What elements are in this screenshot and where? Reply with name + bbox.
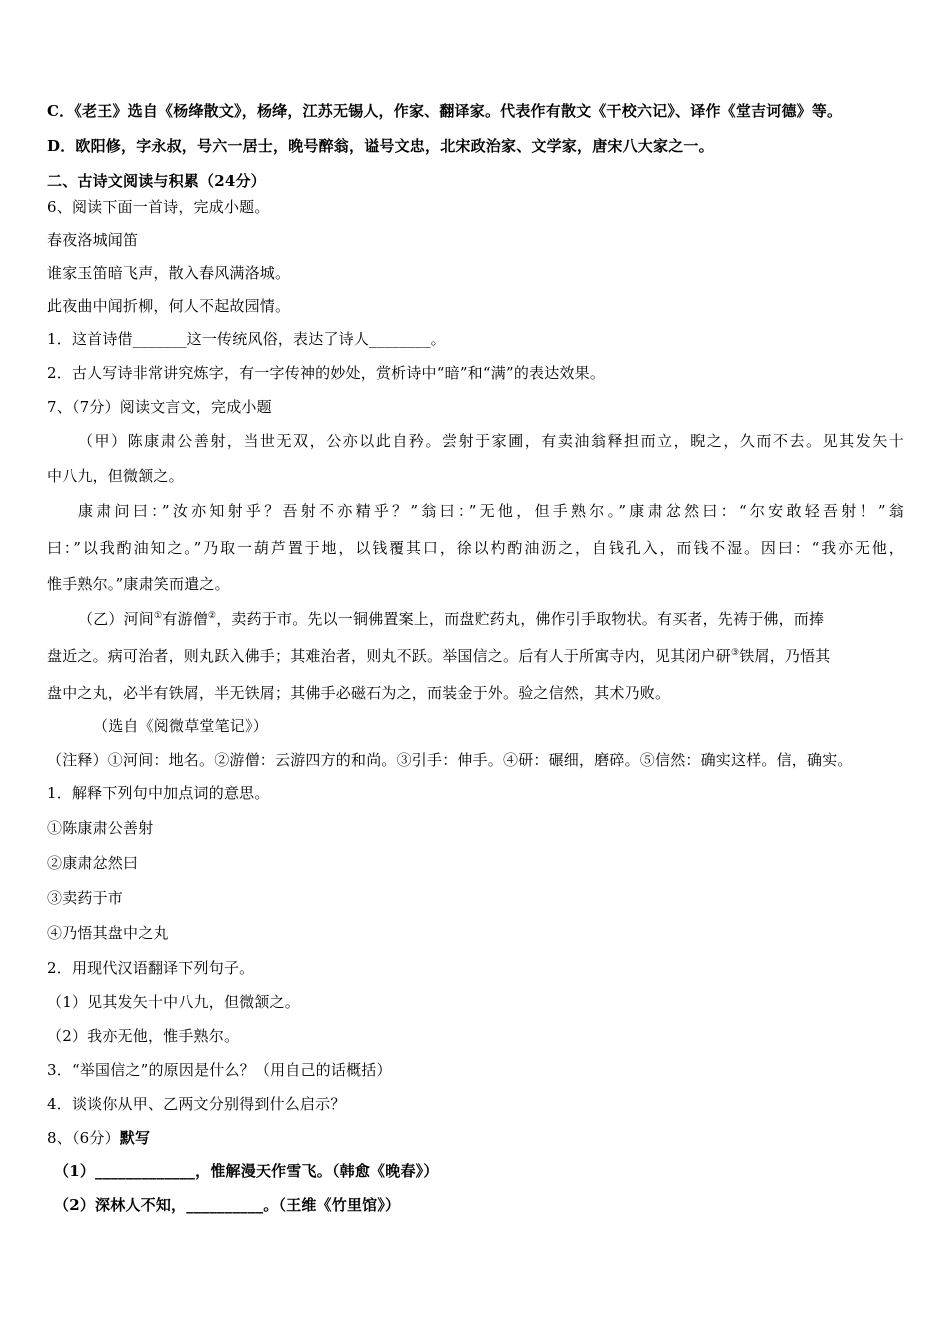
question-6-1: 1．这首诗借_______这一传统风俗，表达了诗人________。 xyxy=(47,330,446,348)
question-8-title: 默写 xyxy=(119,1129,151,1147)
passage-jia-line-4: 曰：”以我酌油知之。”乃取一葫芦置于地，以钱覆其口，徐以杓酌油沥之，自钱孔入，而钱不湿。因曰：“我亦无他， xyxy=(47,539,904,557)
word-item-1: ①陈康肃公善射 xyxy=(47,819,154,837)
translate-item-2: （2）我亦无他，惟手熟尔。 xyxy=(47,1027,240,1045)
passage-jia-line-3: 康肃问曰：”汝亦知射乎？吾射不亦精乎？”翁曰：”无他，但手熟尔。”康肃忿然曰：“尔安敢轻吾射！”翁 xyxy=(78,502,904,520)
question-8-number: 8、（6分） xyxy=(47,1129,120,1147)
question-8 xyxy=(47,1127,917,1149)
section-heading: 二、古诗文阅读与积累（24分） xyxy=(47,172,266,190)
passage-yi-text: 有游僧 xyxy=(162,610,208,628)
passage-yi-line-2 xyxy=(47,645,917,667)
passage-yi-line-3: 盘中之丸，必半有铁屑，半无铁屑；其佛手必磁石为之，而装金于外。验之信然，其术乃败。 xyxy=(47,684,671,702)
question-6: 6、阅读下面一首诗，完成小题。 xyxy=(47,198,270,216)
question-7-1: 1．解释下列句中加点词的意思。 xyxy=(47,784,270,802)
word-item-3: ③卖药于市 xyxy=(47,889,124,907)
passage-yi-text: 铁屑，乃悟其 xyxy=(739,647,831,665)
annotation-notes: （注释）①河间：地名。②游僧：云游四方的和尚。③引手：伸手。④研：碾细，磨碎。⑤信然：确实这样。信，确实。 xyxy=(47,751,853,769)
question-7-2: 2．用现代汉语翻译下列句子。 xyxy=(47,959,255,977)
dictation-item-1: （1）_____________，惟解漫天作雪飞。（韩愈《晚春》） xyxy=(54,1162,439,1180)
option-d: D．欧阳修，字永叔，号六一居士，晚号醉翁，谥号文忠，北宋政治家、文学家，唐宋八大家之一。 xyxy=(47,137,714,155)
passage-yi-text: 盘近之。病可治者，则丸跃入佛手；其难治者，则丸不跃。举国信之。后有人于所寓寺内，见其闭户研 xyxy=(47,647,732,665)
question-7-3: 3．“举国信之”的原因是什么？（用自己的话概括） xyxy=(47,1061,392,1079)
passage-source: （选自《阅微草堂笔记》） xyxy=(93,717,268,735)
passage-yi-line-1 xyxy=(78,608,948,630)
poem-line-2: 此夜曲中闻折柳，何人不起故园情。 xyxy=(47,297,291,315)
dictation-item-2: （2）深林人不知，__________。（王维《竹里馆》） xyxy=(54,1196,401,1214)
question-7: 7、（7分）阅读文言文，完成小题 xyxy=(47,398,272,416)
footnote-marker: ① xyxy=(154,611,163,621)
poem-line-1: 谁家玉笛暗飞声，散入春风满洛城。 xyxy=(47,264,291,282)
footnote-marker: ② xyxy=(207,611,217,621)
word-item-4: ④乃悟其盘中之丸 xyxy=(47,924,169,942)
passage-yi-text: （乙）河间 xyxy=(78,610,155,628)
question-6-2: 2．古人写诗非常讲究炼字，有一字传神的妙处，赏析诗中“暗”和“满”的表达效果。 xyxy=(47,364,606,382)
question-7-4: 4．谈谈你从甲、乙两文分别得到什么启示？ xyxy=(47,1095,346,1113)
word-item-2: ②康肃忿然曰 xyxy=(47,854,139,872)
passage-yi-text: ，卖药于市。先以一铜佛置案上，而盘贮药丸，佛作引手取物状。有买者，先祷于佛，而捧 xyxy=(216,610,825,628)
passage-jia-line-5: 惟手熟尔。”康肃笑而遣之。 xyxy=(47,575,230,593)
footnote-marker: ③ xyxy=(731,648,740,658)
poem-title: 春夜洛城闻笛 xyxy=(47,231,139,249)
option-c: C．《老王》选自《杨绛散文》，杨绛，江苏无锡人，作家、翻译家。代表作有散文《干校六记》、译作《堂吉诃德》等。 xyxy=(47,102,843,120)
passage-jia-line-2: 中八九，但微颔之。 xyxy=(47,467,184,485)
translate-item-1: （1）见其发矢十中八九，但微颔之。 xyxy=(47,993,300,1011)
passage-jia-line-1: （甲）陈康肃公善射，当世无双，公亦以此自矜。尝射于家圃，有卖油翁释担而立，睨之，久而不去。见其发矢十 xyxy=(78,432,904,450)
